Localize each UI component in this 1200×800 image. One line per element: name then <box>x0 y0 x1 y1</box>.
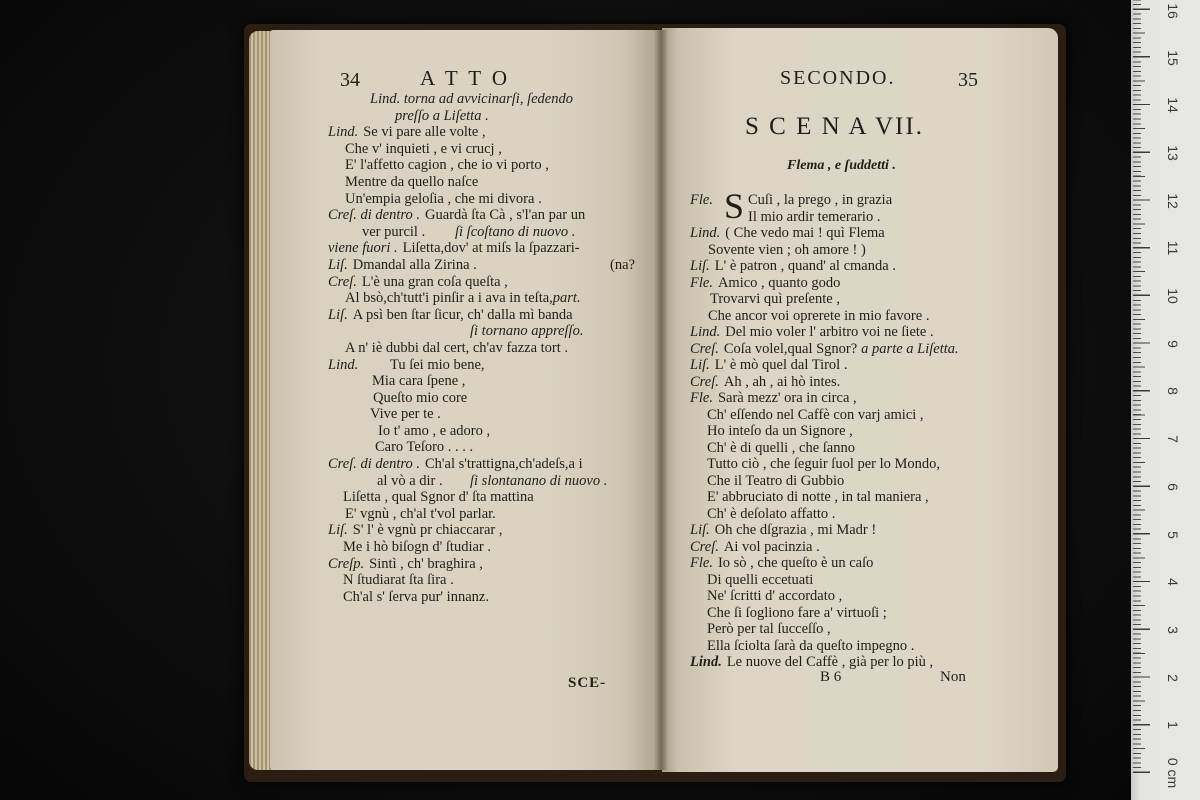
dialogue-line <box>328 357 640 374</box>
dialogue-line <box>690 341 1002 358</box>
line-text: Coſa volel,qual Sgnor? <box>723 340 858 357</box>
line-text: Che ſi ſogliono fare a' virtuoſi ; <box>707 604 887 621</box>
verse-line <box>690 621 1002 638</box>
verse-line <box>690 605 1002 622</box>
signature-mark: B 6 <box>820 669 842 685</box>
speaker-label: Creſ. <box>690 373 719 390</box>
line-text: Sovente vien ; oh amore ! ) <box>708 241 866 258</box>
verse-line <box>690 440 1002 457</box>
line-text: Guardà ſta Cà , s'l'an par un <box>424 207 586 224</box>
speaker-label: Fle. <box>690 192 713 208</box>
speaker-label: Fle. <box>690 390 713 406</box>
line-text: Vive per te . <box>370 406 441 423</box>
verse-line <box>690 489 1002 506</box>
line-text: Mentre da quello naſce <box>345 173 479 190</box>
ruler-label: 7 <box>1165 435 1181 443</box>
dialogue-line <box>328 456 640 473</box>
verse-line <box>328 390 640 407</box>
line-text: Ch'al s'trattigna,ch'adeſs,a i <box>424 456 583 473</box>
ruler-label: 14 <box>1165 97 1181 113</box>
verse-line <box>328 439 640 456</box>
verse-line <box>690 242 1002 259</box>
verse-line <box>690 588 1002 605</box>
stage-direction-line <box>328 91 640 108</box>
book-gutter <box>654 30 668 770</box>
ruler-label: 11 <box>1165 241 1181 256</box>
ruler-label: 15 <box>1165 49 1181 66</box>
page-number-left: 34 <box>340 69 360 91</box>
line-text: Ho inteſo da un Signore , <box>707 423 853 439</box>
ruler-label: 13 <box>1165 145 1181 161</box>
verse-line <box>328 406 640 423</box>
verse-line <box>328 539 640 556</box>
speaker-label: Fle. <box>690 555 713 571</box>
line-text: L' è mò quel dal Tirol . <box>714 357 848 373</box>
verse-line <box>328 572 640 589</box>
speaker-label: Liſ. <box>328 306 348 323</box>
line-text: Di quelli eccetuati <box>707 571 814 588</box>
verse-line <box>328 373 640 390</box>
dialogue-line <box>328 522 640 539</box>
verse-line <box>690 423 1002 440</box>
dialogue-line <box>690 374 1002 391</box>
verse-line <box>328 191 640 208</box>
stage-direction: part. <box>552 290 581 307</box>
line-text: Le nuove del Caffè , già per lo più , <box>726 654 934 670</box>
line-text: Mia cara ſpene , <box>372 373 466 390</box>
ruler-label: 12 <box>1165 192 1181 209</box>
line-text: Ah , ah , ai hò intes. <box>723 373 841 390</box>
line-text: Che il Teatro di Gubbio <box>707 472 845 489</box>
line-text: ver purcil . <box>362 223 426 240</box>
line-text: Ch' eſſendo nel Caffè con varj amici , <box>707 406 924 423</box>
verse-line <box>690 572 1002 589</box>
ruler-label: 6 <box>1165 482 1181 491</box>
line-text: Amico , quanto godo <box>717 274 841 291</box>
verse-line <box>328 141 640 158</box>
line-text: Ch' è deſolato affatto . <box>707 505 836 522</box>
dialogue-line <box>328 307 640 324</box>
dialogue-line <box>328 257 640 274</box>
dialogue-line <box>690 225 1002 242</box>
dialogue-line <box>690 522 1002 539</box>
speaker-label: Liſ. <box>328 256 348 273</box>
line-text: Un'empia geloſia , che mi divora . <box>345 190 542 207</box>
dialogue-line <box>328 240 640 257</box>
speaker-label: Creſ. <box>690 340 719 357</box>
running-head-right: SECONDO. <box>780 67 896 89</box>
dialogue-line <box>690 539 1002 556</box>
verse-line <box>328 340 640 357</box>
speaker-label: Creſ. <box>690 538 719 555</box>
line-text: Tutto ciò , che ſeguir ſuol per lo Mondo, <box>707 456 941 472</box>
speaker-label: Creſ. <box>328 273 357 290</box>
line-text: Liſetta,dov' at miſs la ſpazzari- <box>402 240 580 257</box>
line-text: E' l'affetto cagion , che io vi porto , <box>345 157 549 174</box>
left-page-text <box>328 91 640 605</box>
verse-line <box>328 506 640 523</box>
ruler-label: 4 <box>1165 578 1181 587</box>
line-text: Ch' è di quelli , che ſanno <box>707 439 855 456</box>
line-text: Ne' ſcritti d' accordato , <box>707 588 843 604</box>
stage-direction: viene fuori . <box>328 240 398 257</box>
speaker-label: Liſ. <box>690 357 710 373</box>
line-text: Ella ſciolta ſarà da queſto impegno . <box>707 637 915 654</box>
verse-line <box>690 209 1002 226</box>
ruler-label: 3 <box>1165 625 1181 634</box>
ruler-cm-ticks <box>1133 0 1150 773</box>
dialogue-line <box>328 556 640 573</box>
right-page-text <box>690 186 1002 671</box>
line-text: A psì ben ſtar ſicur, ch' dalla mì banda <box>352 306 573 323</box>
line-text: al vò a dir . <box>377 472 443 489</box>
line-text: Se vi pare alle volte , <box>363 124 486 141</box>
ruler-label: 10 <box>1165 288 1181 304</box>
page-number-right: 35 <box>958 69 978 91</box>
dialogue-line <box>690 258 1002 275</box>
line-text: E' vgnù , ch'al t'vol parlar. <box>345 505 496 522</box>
line-text: Io sò , che queſto è un caſo <box>717 555 874 571</box>
scene-characters: Flema , e ſuddetti . <box>787 158 896 173</box>
verse-line <box>328 589 640 606</box>
catchword-right: Non <box>940 669 966 685</box>
verse-line <box>328 157 640 174</box>
scene-heading: S C E N A VII. <box>745 113 924 140</box>
measuring-ruler <box>1131 0 1200 800</box>
stage-direction: a parte a Liſetta. <box>861 340 959 357</box>
speaker-label: Lind. <box>690 324 721 340</box>
line-text: E' abbruciato di notte , in tal maniera , <box>707 489 929 505</box>
ruler-label: 5 <box>1165 530 1181 539</box>
speaker-label: Liſ. <box>328 522 348 539</box>
line-text: Io t' amo , e adoro , <box>378 422 491 439</box>
line-text: Sarà mezz' ora in circa , <box>717 390 857 406</box>
line-text: N ſtudiarat ſta ſira . <box>343 572 454 589</box>
line-text: Del mio voler l' arbitro voi ne ſiete . <box>725 324 934 340</box>
dialogue-line <box>328 207 640 224</box>
line-text: Che ancor voi oprerete in mio favore . <box>708 307 930 324</box>
stage-direction-line <box>328 323 640 340</box>
verse-line <box>690 506 1002 523</box>
line-text: L'è una gran coſa queſta , <box>361 273 508 290</box>
line-text: S' l' è vgnù pr chiaccarar , <box>352 522 503 539</box>
dialogue-line <box>690 555 1002 572</box>
dialogue-line <box>328 274 640 291</box>
line-text: Ch'al s' ſerva pur' innanz. <box>343 588 489 605</box>
line-text: Che v' inquieti , e vi crucj , <box>345 140 502 157</box>
drop-cap: S <box>724 186 745 226</box>
line-text: Cuſi , la prego , in grazia <box>748 192 893 208</box>
speaker-label: Creſp. <box>328 555 365 572</box>
line-text: Sintì , ch' braghira , <box>369 555 483 572</box>
verse-line <box>328 224 640 241</box>
verse-line <box>690 407 1002 424</box>
verse-line <box>690 473 1002 490</box>
speaker-label: Creſ. di dentro . <box>328 456 420 473</box>
ruler-label: 1 <box>1165 721 1181 730</box>
line-text: Caro Teſoro . . . . <box>375 439 474 456</box>
dialogue-line <box>690 357 1002 374</box>
dialogue-line <box>690 390 1002 407</box>
verse-line <box>690 308 1002 325</box>
running-head-left: A T T O <box>420 66 511 90</box>
line-text: L' è patron , quand' al cmanda . <box>714 258 896 274</box>
line-text: Trovarvi quì preſente , <box>710 291 840 307</box>
line-text: Oh che dſgrazia , mi Madr ! <box>714 522 877 538</box>
speaker-label: Creſ. di dentro . <box>328 207 420 224</box>
verse-line <box>328 423 640 440</box>
speaker-label: Liſ. <box>690 258 710 274</box>
ruler-label: 16 <box>1165 3 1181 19</box>
line-text: Il mio ardir temerario . <box>748 208 881 225</box>
line-text: Liſetta , qual Sgnor d' ſta mattina <box>343 489 534 506</box>
line-text: Dmandal alla Zirina . <box>352 256 477 273</box>
stage-direction: preſſo a Liſetta . <box>395 107 489 124</box>
line-tail: (na? <box>610 256 635 273</box>
verse-line <box>690 456 1002 473</box>
ruler-label: 8 <box>1165 387 1181 396</box>
ruler-label: 9 <box>1165 339 1181 348</box>
stage-direction: ſi tornano appreſſo. <box>470 323 584 340</box>
verse-line <box>328 473 640 490</box>
line-text: Me i hò biſogn d' ſtudiar . <box>343 539 492 556</box>
verse-line <box>690 291 1002 308</box>
line-text: Ai vol pacinzia . <box>723 538 820 555</box>
dialogue-line <box>328 124 640 141</box>
line-text: ( Che vedo mai ! quì Flema <box>725 225 885 241</box>
dialogue-line <box>690 275 1002 292</box>
speaker-label: Lind. <box>690 654 722 670</box>
line-text: Tu ſei mio bene, <box>390 356 485 373</box>
line-text: A n' iè dubbi dal cert, ch'av fazza tort . <box>345 339 569 356</box>
stage-direction: Lind. torna ad avvicinarſi, ſedendo <box>370 91 573 107</box>
stage-direction-line <box>328 108 640 125</box>
line-text: Al bsò,ch'tutt'i pinſir a i ava in teſta, <box>345 290 553 307</box>
speaker-label: Lind. <box>328 356 359 373</box>
dialogue-line <box>690 324 1002 341</box>
verse-line <box>328 290 640 307</box>
speaker-label: Fle. <box>690 274 713 291</box>
line-text: Però per tal ſucceſſo , <box>707 621 831 637</box>
speaker-label: Lind. <box>328 124 359 141</box>
line-text: Queſto mio core <box>373 389 468 406</box>
stage-direction: ſi slontanano di nuovo . <box>470 472 608 489</box>
speaker-label: Lind. <box>690 225 721 241</box>
ruler-label: 2 <box>1165 673 1181 682</box>
verse-line <box>328 174 640 191</box>
catchword-left: SCE- <box>568 675 607 691</box>
verse-line <box>690 638 1002 655</box>
ruler-label: 0 cm <box>1165 757 1181 789</box>
speaker-label: Liſ. <box>690 522 710 538</box>
stage-direction: ſi ſcoſtano di nuovo . <box>455 223 576 240</box>
verse-line <box>328 489 640 506</box>
